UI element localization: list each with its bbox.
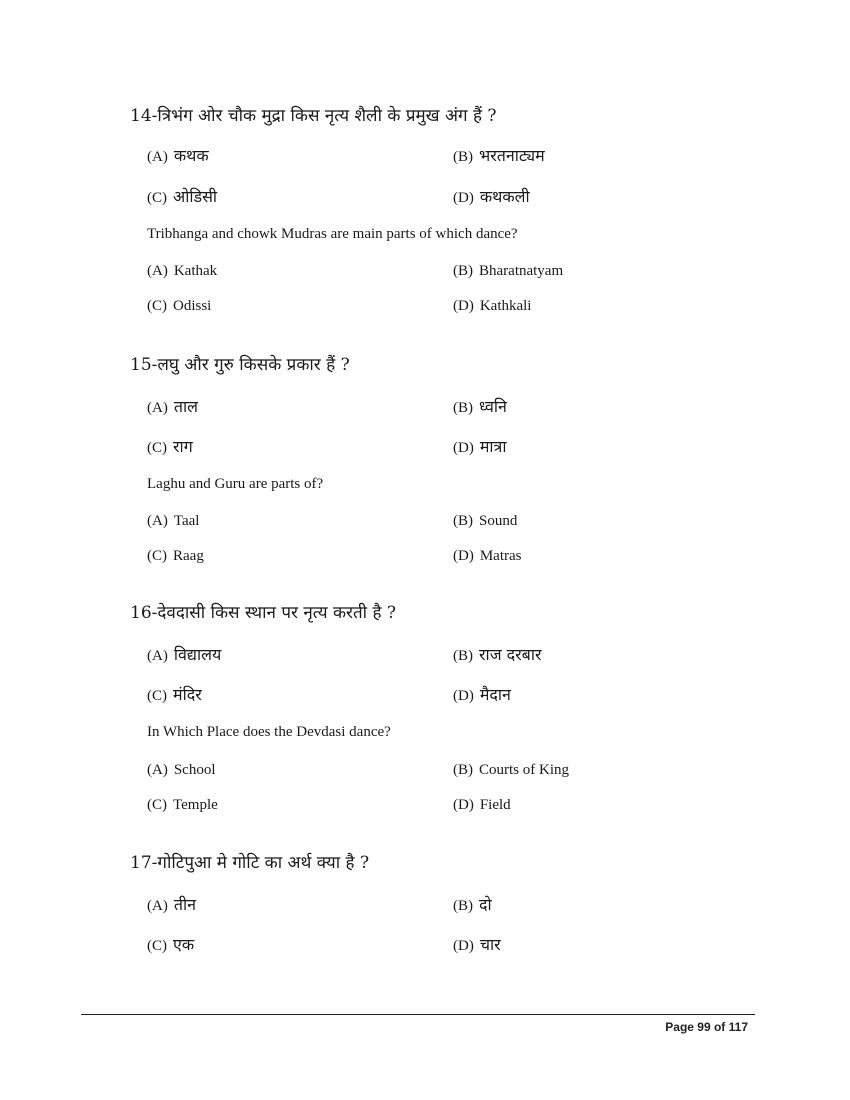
question-14-hindi-option-d: (D) कथकली — [453, 187, 530, 206]
question-14-english-option-d: (D) Kathkali — [453, 298, 532, 314]
question-14-english-option-a: (A) Kathak — [147, 263, 218, 279]
question-14-english-stem: Tribhanga and chowk Mudras are main parts of which dance? — [147, 226, 518, 242]
question-16-hindi-option-b: (B) राज दरबार — [453, 645, 542, 664]
question-16-english-option-a: (A) School — [147, 762, 216, 778]
question-14-hindi-option-b: (B) भरतनाट्यम — [453, 146, 545, 165]
question-15-hindi-option-b: (B) ध्वनि — [453, 397, 507, 416]
page-number: Page 99 of 117 — [665, 1020, 748, 1034]
question-15-english-option-b: (B) Sound — [453, 513, 518, 529]
question-14-hindi-option-a: (A) कथक — [147, 146, 209, 165]
question-16-hindi-option-a: (A) विद्यालय — [147, 645, 222, 664]
question-17-hindi-option-c: (C) एक — [147, 935, 195, 954]
footer-divider — [81, 1014, 755, 1015]
question-15-hindi-option-a: (A) ताल — [147, 397, 198, 416]
question-16-hindi-option-d: (D) मैदान — [453, 685, 511, 704]
question-15-english-option-c: (C) Raag — [147, 548, 204, 564]
question-15-hindi-option-d: (D) मात्रा — [453, 437, 507, 456]
question-17-hindi-option-a: (A) तीन — [147, 895, 196, 914]
question-15-hindi-option-c: (C) राग — [147, 437, 193, 456]
question-17-hindi-option-b: (B) दो — [453, 895, 492, 914]
question-16-english-option-b: (B) Courts of King — [453, 762, 569, 778]
question-15-english-stem: Laghu and Guru are parts of? — [147, 476, 324, 492]
question-16-english-stem: In Which Place does the Devdasi dance? — [147, 724, 391, 740]
question-15-english-option-d: (D) Matras — [453, 548, 522, 564]
question-14-hindi-option-c: (C) ओडिसी — [147, 187, 218, 206]
question-17-hindi-option-d: (D) चार — [453, 935, 501, 954]
question-16-english-option-c: (C) Temple — [147, 797, 218, 813]
question-15-hindi-stem: 15-लघु और गुरु किसके प्रकार हैं ? — [130, 355, 350, 375]
question-16-hindi-stem: 16-देवदासी किस स्थान पर नृत्य करती है ? — [130, 603, 397, 623]
question-16-english-option-d: (D) Field — [453, 797, 511, 813]
question-15-english-option-a: (A) Taal — [147, 513, 200, 529]
question-17-hindi-stem: 17-गोटिपुआ मे गोटि का अर्थ क्या है ? — [130, 853, 370, 873]
question-16-hindi-option-c: (C) मंदिर — [147, 685, 202, 704]
question-14-english-option-c: (C) Odissi — [147, 298, 212, 314]
question-14-hindi-stem: 14-त्रिभंग ओर चौक मुद्रा किस नृत्य शैली के प्रमुख अंग हैं ? — [130, 106, 497, 126]
question-14-english-option-b: (B) Bharatnatyam — [453, 263, 564, 279]
